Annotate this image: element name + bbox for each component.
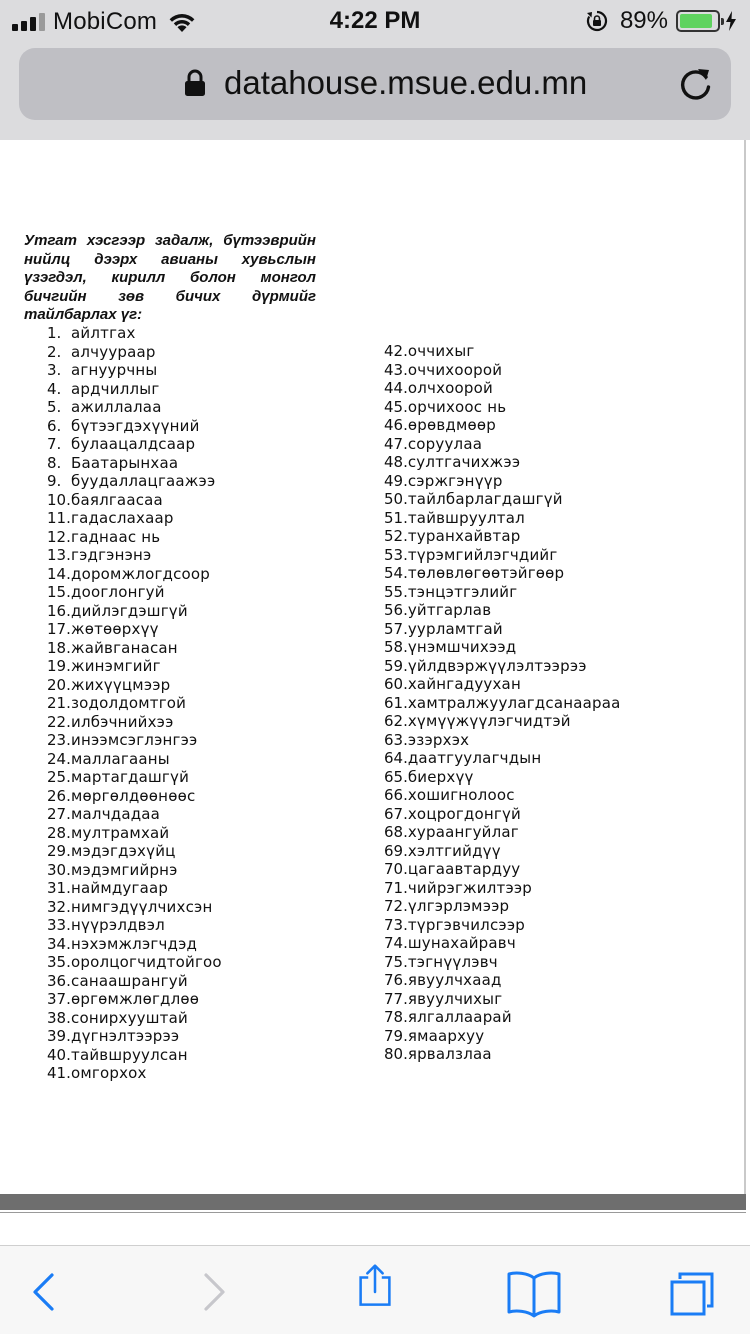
word-text: хоцрогдонгүй — [407, 804, 521, 823]
word-list-item — [47, 750, 222, 769]
word-number: 14. — [47, 564, 71, 583]
word-number: 79. — [384, 1026, 408, 1045]
word-list-item — [47, 639, 222, 658]
word-number: 46. — [384, 416, 408, 434]
battery-icon — [676, 10, 720, 32]
word-text: жинэмгийг — [71, 657, 161, 675]
url-text[interactable]: datahouse.msue.edu.mn — [224, 64, 588, 101]
word-text: шунахайравч — [407, 934, 516, 952]
word-list-item — [47, 380, 222, 399]
word-number: 58. — [384, 638, 408, 656]
word-text: даатгуулагчдын — [407, 749, 542, 767]
word-list-item — [47, 509, 222, 528]
reload-icon[interactable] — [679, 66, 713, 102]
word-list-item — [384, 416, 621, 435]
word-list-item — [47, 454, 222, 473]
word-text: малчдадаа — [71, 805, 161, 823]
word-list-item — [47, 879, 222, 898]
word-number: 51. — [384, 508, 408, 527]
word-list-item — [47, 676, 222, 695]
word-text: оччихоорой — [407, 360, 503, 379]
word-list-item — [384, 361, 621, 380]
carrier-name: MobiCom — [53, 8, 158, 35]
word-text: омгорхох — [71, 1064, 147, 1082]
word-list-item — [47, 731, 222, 750]
word-number: 40. — [47, 1045, 71, 1064]
word-list-item — [384, 731, 621, 750]
clock-time: 4:22 PM — [329, 7, 421, 34]
word-text: маллагааны — [71, 749, 170, 768]
word-number: 17. — [47, 620, 71, 638]
word-text: санаашрангуй — [71, 971, 188, 990]
word-number: 64. — [384, 749, 408, 767]
word-list-item — [47, 694, 222, 713]
word-list-item — [384, 860, 621, 879]
word-text: явуулчхаад — [407, 971, 502, 989]
word-list-item — [47, 620, 222, 639]
word-number: 7. — [47, 435, 62, 453]
word-text: доромжлогдсоор — [71, 564, 211, 583]
next-document-page — [0, 1212, 746, 1245]
word-list-item — [47, 583, 222, 602]
web-content[interactable] — [0, 140, 750, 1245]
word-text: булаацалдсаар — [71, 435, 196, 453]
word-list-item — [384, 527, 621, 546]
word-number: 70. — [384, 860, 408, 878]
word-list-item — [384, 620, 621, 639]
word-list-item — [384, 990, 621, 1009]
word-list-item — [384, 712, 621, 731]
word-text: мөргөлдөөнөөс — [71, 786, 196, 805]
word-list-column-1 — [47, 324, 222, 1083]
word-number: 62. — [384, 712, 408, 730]
word-text: нэхэмжлэгчдэд — [71, 934, 198, 953]
word-list-item — [384, 953, 621, 972]
word-number: 8. — [47, 453, 62, 472]
word-number: 13. — [47, 546, 71, 564]
word-text: хураангуйлаг — [407, 823, 519, 841]
word-number: 69. — [384, 841, 408, 860]
word-list-item — [384, 1027, 621, 1046]
word-list-item — [384, 879, 621, 898]
word-number: 71. — [384, 878, 408, 897]
word-text: илбэчнийхээ — [71, 712, 174, 731]
word-text: хайнгадуухан — [407, 675, 521, 693]
word-number: 20. — [47, 675, 71, 694]
word-text: буудаллацгаажээ — [71, 472, 216, 490]
word-number: 21. — [47, 694, 71, 712]
word-text: гэдгэнэнэ — [71, 546, 152, 564]
charging-bolt-icon — [724, 10, 738, 32]
back-icon[interactable] — [24, 1270, 68, 1314]
word-text: олчхоорой — [407, 379, 493, 397]
word-text: дийлэгдэшгүй — [71, 601, 188, 620]
word-number: 75. — [384, 952, 408, 971]
word-number: 6. — [47, 416, 62, 435]
word-list-item — [384, 379, 621, 398]
word-list-item — [47, 824, 222, 843]
word-list-item — [47, 861, 222, 880]
page-edge — [744, 140, 746, 1194]
word-number: 74. — [384, 934, 408, 952]
word-list-item — [384, 657, 621, 676]
word-number: 24. — [47, 749, 71, 768]
word-text: орчихоос нь — [407, 397, 507, 416]
word-number: 50. — [384, 490, 408, 508]
word-list-item — [384, 786, 621, 805]
word-text: хүмүүжүүлэгчидтэй — [407, 712, 571, 730]
word-list-item — [384, 564, 621, 583]
word-list-item — [47, 972, 222, 991]
word-list-item — [47, 1009, 222, 1028]
word-list-item — [47, 1027, 222, 1046]
word-number: 16. — [47, 601, 71, 620]
word-text: гаднаас нь — [71, 527, 161, 546]
word-number: 55. — [384, 582, 408, 601]
battery-percent: 89% — [619, 7, 668, 34]
word-text: цагаавтардуу — [407, 860, 521, 878]
word-text: мартагдашгүй — [71, 768, 190, 786]
word-list-item — [384, 971, 621, 990]
word-list-item — [47, 491, 222, 510]
word-text: эзэрхэх — [407, 730, 470, 749]
word-number: 77. — [384, 989, 408, 1008]
word-text: сонирхууштай — [71, 1008, 188, 1027]
word-text: түрэмгийлэгчдийг — [407, 545, 558, 564]
word-number: 53. — [384, 545, 408, 564]
word-text: инээмсэглэнгээ — [71, 731, 198, 749]
word-list-item — [384, 472, 621, 491]
word-list-item — [384, 842, 621, 861]
word-number: 10. — [47, 490, 71, 509]
word-number: 73. — [384, 915, 408, 934]
word-number: 32. — [47, 897, 71, 916]
word-list-item — [384, 453, 621, 472]
word-list-item — [384, 601, 621, 620]
word-list-item — [47, 805, 222, 824]
word-list-item — [384, 768, 621, 787]
word-number: 33. — [47, 916, 71, 934]
word-number: 72. — [384, 897, 408, 915]
word-text: дүгнэлтээрээ — [71, 1027, 180, 1045]
word-number: 28. — [47, 823, 71, 842]
word-list-item — [47, 898, 222, 917]
word-number: 23. — [47, 731, 71, 749]
word-number: 36. — [47, 971, 71, 990]
word-text: агнуурчны — [71, 361, 158, 379]
word-number: 25. — [47, 768, 71, 786]
battery-tip — [721, 18, 724, 25]
word-list-item — [47, 324, 222, 343]
word-number: 61. — [384, 693, 408, 712]
word-text: хошигнолоос — [407, 786, 515, 804]
word-text: өрөвдмөөр — [407, 416, 496, 434]
word-text: явуулчихыг — [407, 989, 503, 1008]
word-number: 39. — [47, 1027, 71, 1045]
word-number: 22. — [47, 712, 71, 731]
word-list-item — [47, 546, 222, 565]
word-text: уйтгарлав — [407, 601, 492, 619]
word-number: 11. — [47, 509, 71, 527]
word-number: 52. — [384, 527, 408, 545]
word-list-item — [47, 435, 222, 454]
word-number: 48. — [384, 453, 408, 471]
word-number: 42. — [384, 342, 408, 360]
word-text: жихүүцмээр — [71, 675, 171, 694]
word-number: 63. — [384, 730, 408, 749]
word-list-item — [47, 935, 222, 954]
word-text: ялгаллаарай — [407, 1008, 512, 1026]
word-text: тэнцэтгэлийг — [407, 582, 518, 601]
word-list-item — [384, 934, 621, 953]
word-text: дооглонгуй — [71, 583, 165, 601]
word-text: наймдугаар — [71, 879, 169, 897]
word-text: туранхайвтар — [407, 527, 521, 545]
status-right — [586, 7, 738, 35]
word-list-item — [384, 749, 621, 768]
word-text: гадаслахаар — [71, 509, 174, 527]
word-text: жайвганасан — [71, 638, 178, 657]
word-text: Баатарынхаа — [71, 453, 179, 472]
word-list-item — [384, 490, 621, 509]
forward-icon[interactable] — [190, 1270, 234, 1314]
word-list-item — [384, 1008, 621, 1027]
word-list-item — [47, 916, 222, 935]
word-list-item — [384, 675, 621, 694]
word-text: биерхүү — [407, 767, 474, 786]
word-text: хэлтгийдүү — [407, 841, 501, 860]
word-list-item — [47, 713, 222, 732]
word-list-item — [384, 509, 621, 528]
word-number: 26. — [47, 786, 71, 805]
word-list-item — [47, 528, 222, 547]
word-text: уурламтгай — [407, 619, 503, 638]
word-list-item — [384, 638, 621, 657]
status-bar — [0, 0, 750, 40]
word-text: чийрэгжилтээр — [407, 878, 533, 897]
word-list-item — [47, 990, 222, 1009]
word-text: нимгэдүүлчихсэн — [71, 897, 213, 916]
word-list-item — [384, 342, 621, 361]
word-text: ярвалзлаа — [407, 1045, 492, 1063]
word-text: тайвшруултал — [407, 508, 525, 527]
word-list-item — [47, 842, 222, 861]
word-text: жөтөөрхүү — [71, 620, 159, 638]
word-text: өргөмжлөгдлөө — [71, 990, 200, 1008]
word-text: ардчиллыг — [71, 379, 160, 398]
word-number: 43. — [384, 360, 408, 379]
word-list-item — [47, 417, 222, 436]
word-number: 65. — [384, 767, 408, 786]
document-page — [0, 140, 746, 1194]
word-text: зодолдомтгой — [71, 694, 187, 712]
page-separator — [0, 1194, 746, 1210]
word-list-item — [384, 1045, 621, 1064]
lock-icon — [184, 69, 206, 97]
word-number: 78. — [384, 1008, 408, 1026]
word-number: 76. — [384, 971, 408, 989]
word-text: тэгнүүлэвч — [407, 952, 498, 971]
word-list-column-2 — [384, 342, 621, 1064]
word-list-item — [47, 953, 222, 972]
bookmarks-icon[interactable] — [506, 1270, 562, 1318]
word-list-item — [47, 1064, 222, 1083]
word-number: 3. — [47, 361, 62, 379]
word-number: 1. — [47, 324, 62, 342]
word-text: ажиллалаа — [71, 398, 162, 416]
battery-level-fill — [680, 14, 712, 28]
word-number: 2. — [47, 342, 62, 361]
share-icon[interactable] — [353, 1264, 397, 1308]
word-list-item — [384, 435, 621, 454]
word-list-item — [47, 343, 222, 362]
word-text: түргэвчилсээр — [407, 915, 525, 934]
word-number: 57. — [384, 619, 408, 638]
word-text: соруулаа — [407, 434, 483, 453]
word-list-item — [384, 546, 621, 565]
word-number: 34. — [47, 934, 71, 953]
word-number: 12. — [47, 527, 71, 546]
word-number: 59. — [384, 656, 408, 675]
word-number: 15. — [47, 583, 71, 601]
word-list-item — [384, 805, 621, 824]
orientation-lock-icon — [586, 10, 608, 32]
word-list-item — [47, 602, 222, 621]
word-text: мэдэмгийрнэ — [71, 860, 178, 879]
word-number: 49. — [384, 471, 408, 490]
word-list-item — [384, 694, 621, 713]
word-number: 18. — [47, 638, 71, 657]
word-number: 19. — [47, 657, 71, 675]
word-number: 29. — [47, 842, 71, 860]
word-text: сэржгэнүүр — [407, 471, 503, 490]
word-list-item — [384, 583, 621, 602]
word-text: үлгэрлэмээр — [407, 897, 510, 915]
word-text: нүүрэлдвэл — [71, 916, 165, 934]
word-list-item — [47, 768, 222, 787]
word-list-item — [47, 565, 222, 584]
word-text: султгачихжээ — [407, 453, 521, 471]
word-number: 9. — [47, 472, 62, 490]
address-bar[interactable] — [19, 48, 731, 120]
word-number: 66. — [384, 786, 408, 804]
word-list-item — [47, 361, 222, 380]
word-number: 37. — [47, 990, 71, 1008]
word-number: 5. — [47, 398, 62, 416]
word-text: бүтээгдэхүүний — [71, 416, 200, 435]
word-number: 4. — [47, 379, 62, 398]
word-number: 30. — [47, 860, 71, 879]
word-text: үйлдвэржүүлэлтээрээ — [407, 656, 587, 675]
word-list-item — [384, 823, 621, 842]
word-number: 27. — [47, 805, 71, 823]
word-number: 80. — [384, 1045, 408, 1063]
word-number: 44. — [384, 379, 408, 397]
word-text: мэдэгдэхүйц — [71, 842, 176, 860]
word-number: 47. — [384, 434, 408, 453]
word-text: оччихыг — [407, 342, 475, 360]
tabs-icon[interactable] — [668, 1270, 716, 1318]
word-number: 38. — [47, 1008, 71, 1027]
word-list-item — [384, 916, 621, 935]
word-text: үнэмшчихээд — [407, 638, 517, 656]
browser-toolbar — [0, 1245, 750, 1334]
word-text: айлтгах — [71, 324, 136, 342]
word-number: 67. — [384, 804, 408, 823]
word-number: 54. — [384, 564, 408, 582]
word-text: төлөвлөгөөтэйгөөр — [407, 564, 565, 582]
word-number: 31. — [47, 879, 71, 897]
word-text: тайлбарлагдашгүй — [407, 490, 563, 508]
word-text: тайвшруулсан — [71, 1045, 188, 1064]
word-list-item — [384, 897, 621, 916]
word-number: 35. — [47, 953, 71, 971]
word-number: 60. — [384, 675, 408, 693]
word-text: мултрамхай — [71, 823, 170, 842]
word-list-item — [47, 398, 222, 417]
word-text: хамтралжуулагдсанаараа — [407, 693, 621, 712]
word-text: баялгаасаа — [71, 490, 163, 509]
word-number: 68. — [384, 823, 408, 841]
word-text: ямаархуу — [407, 1026, 485, 1045]
word-list-item — [47, 1046, 222, 1065]
word-number: 45. — [384, 397, 408, 416]
word-text: алчуураар — [71, 342, 156, 361]
word-number: 56. — [384, 601, 408, 619]
word-list-item — [47, 657, 222, 676]
word-list-item — [47, 787, 222, 806]
document-heading: Утгат хэсгээр задалж, бүтээврийн нийлц дээрх авианы хувьслын үзэгдэл, кирилл болон монгол бичгийн зөв бичих дүрмийг тайлбарлах үг: — [24, 232, 316, 323]
word-list-item — [47, 472, 222, 491]
word-text: оролцогчидтойгоо — [71, 953, 222, 971]
word-number: 41. — [47, 1064, 71, 1082]
word-list-item — [384, 398, 621, 417]
